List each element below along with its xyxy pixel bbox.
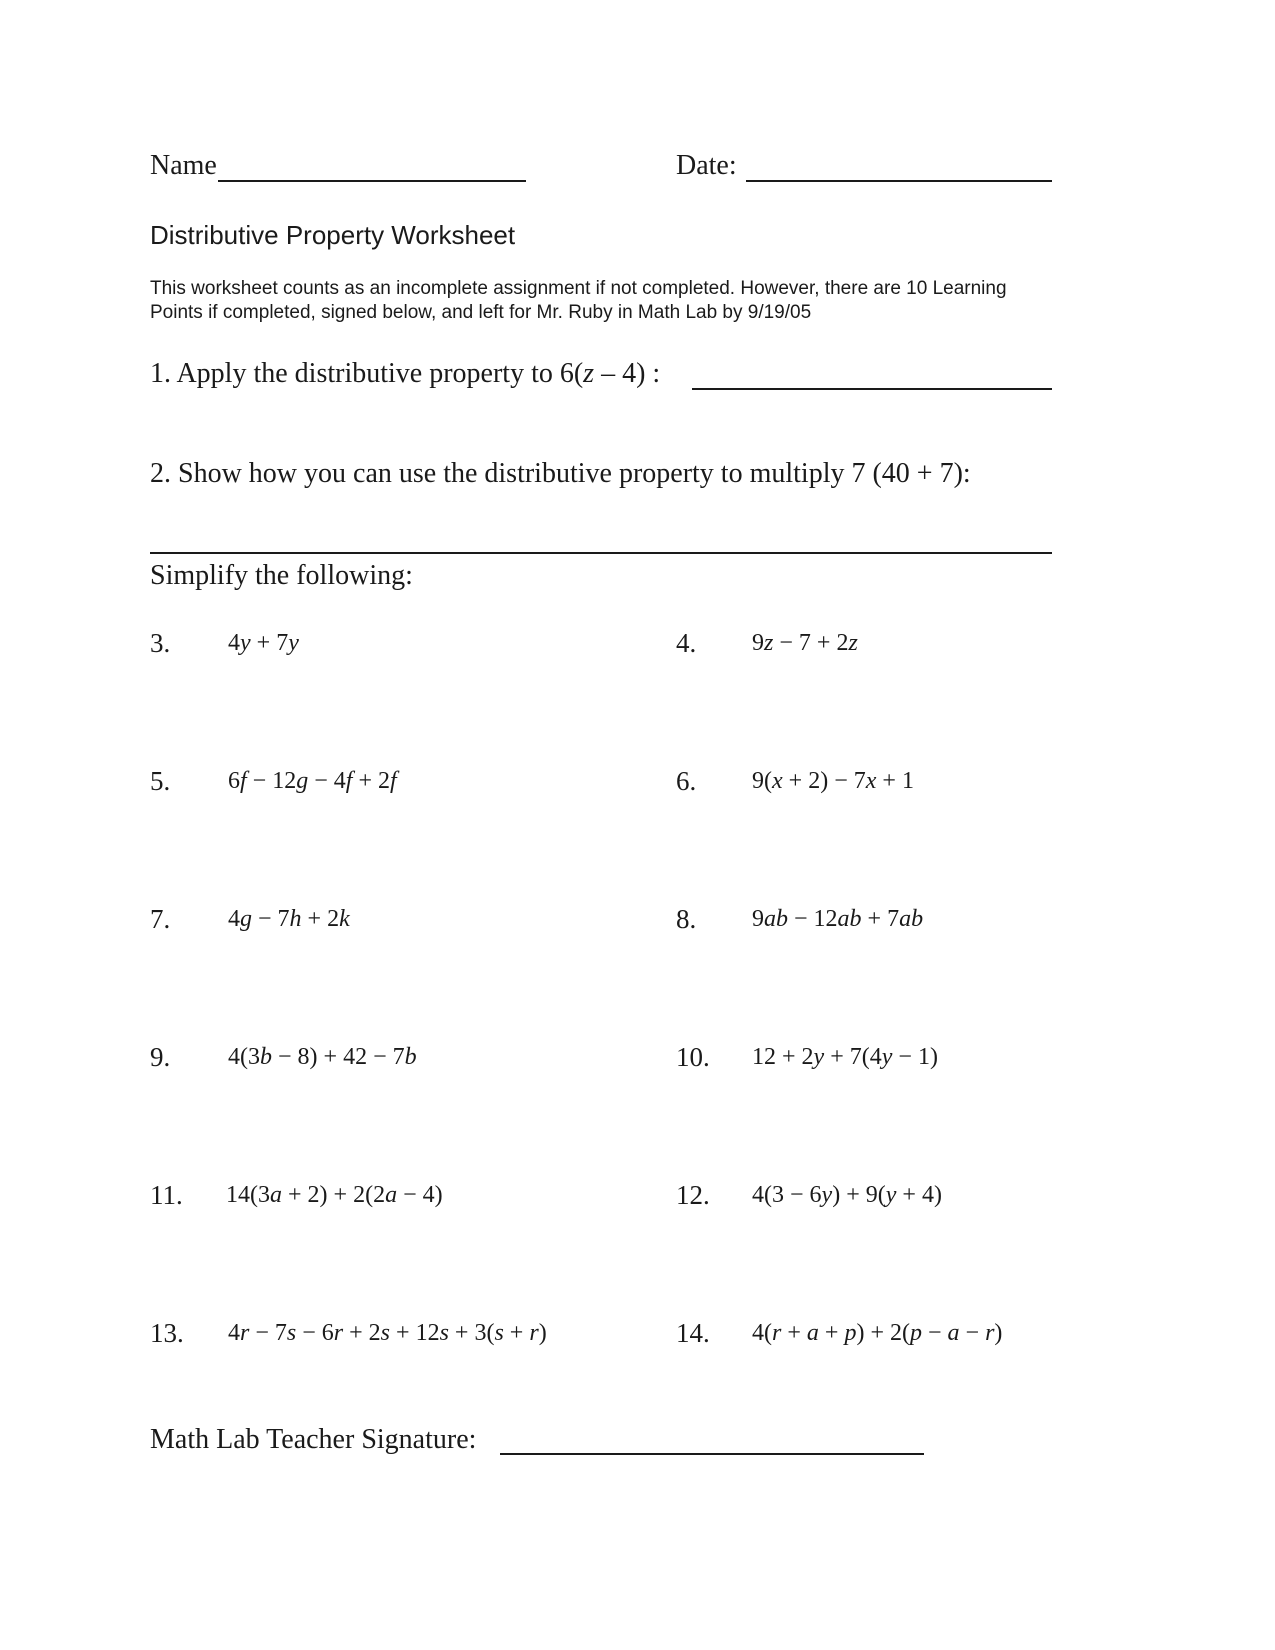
name-blank-line[interactable]	[218, 180, 526, 182]
signature-line[interactable]	[500, 1453, 924, 1455]
problem-number: 7.	[150, 904, 171, 934]
question-1-prefix: 1. Apply the distributive property to 6(	[150, 358, 584, 389]
problem-number: 11.	[150, 1180, 183, 1210]
problem-number: 13.	[150, 1318, 184, 1348]
problem-expression: 4(r + a + p) + 2(p − a − r)	[752, 1320, 1003, 1346]
problem-expression: 4y + 7y	[228, 630, 299, 656]
problem-expression: 6f − 12g − 4f + 2f	[228, 768, 397, 794]
problem-number: 6.	[676, 766, 697, 796]
problem-expression: 4r − 7s − 6r + 2s + 12s + 3(s + r)	[228, 1320, 547, 1346]
problem-expression: 14(3a + 2) + 2(2a − 4)	[226, 1182, 443, 1208]
problem-expression: 9(x + 2) − 7x + 1	[752, 768, 914, 794]
problem-number: 9.	[150, 1042, 171, 1072]
problem-expression: 4(3b − 8) + 42 − 7b	[228, 1044, 417, 1070]
problem-expression: 9ab − 12ab + 7ab	[752, 906, 924, 932]
problem-number: 10.	[676, 1042, 710, 1072]
simplify-heading: Simplify the following:	[150, 560, 413, 591]
question-1-suffix: – 4) :	[594, 358, 661, 389]
question-2-answer-line[interactable]	[150, 552, 1052, 554]
question-1-variable: z	[583, 358, 595, 389]
signature-label: Math Lab Teacher Signature:	[150, 1424, 477, 1455]
problem-expression: 4g − 7h + 2k	[228, 906, 350, 932]
intro-line-1: This worksheet counts as an incomplete assignment if not completed. However, there are 10 Learning	[150, 278, 1007, 299]
problem-number: 3.	[150, 628, 171, 658]
date-blank-line[interactable]	[746, 180, 1052, 182]
name-label: Name	[150, 150, 217, 181]
intro-line-2: Points if completed, signed below, and left for Mr. Ruby in Math Lab by 9/19/05	[150, 302, 812, 323]
problem-number: 14.	[676, 1318, 710, 1348]
problem-number: 8.	[676, 904, 697, 934]
question-1	[150, 358, 660, 390]
date-label: Date:	[676, 150, 737, 181]
problem-expression: 9z − 7 + 2z	[752, 630, 858, 656]
problem-expression: 4(3 − 6y) + 9(y + 4)	[752, 1182, 942, 1208]
question-1-answer-line[interactable]	[692, 388, 1052, 390]
question-2: 2. Show how you can use the distributive property to multiply 7 (40 + 7):	[150, 458, 971, 489]
worksheet-title: Distributive Property Worksheet	[150, 220, 516, 250]
problem-number: 5.	[150, 766, 171, 796]
problem-number: 12.	[676, 1180, 710, 1210]
problem-number: 4.	[676, 628, 697, 658]
problem-expression: 12 + 2y + 7(4y − 1)	[752, 1044, 938, 1070]
